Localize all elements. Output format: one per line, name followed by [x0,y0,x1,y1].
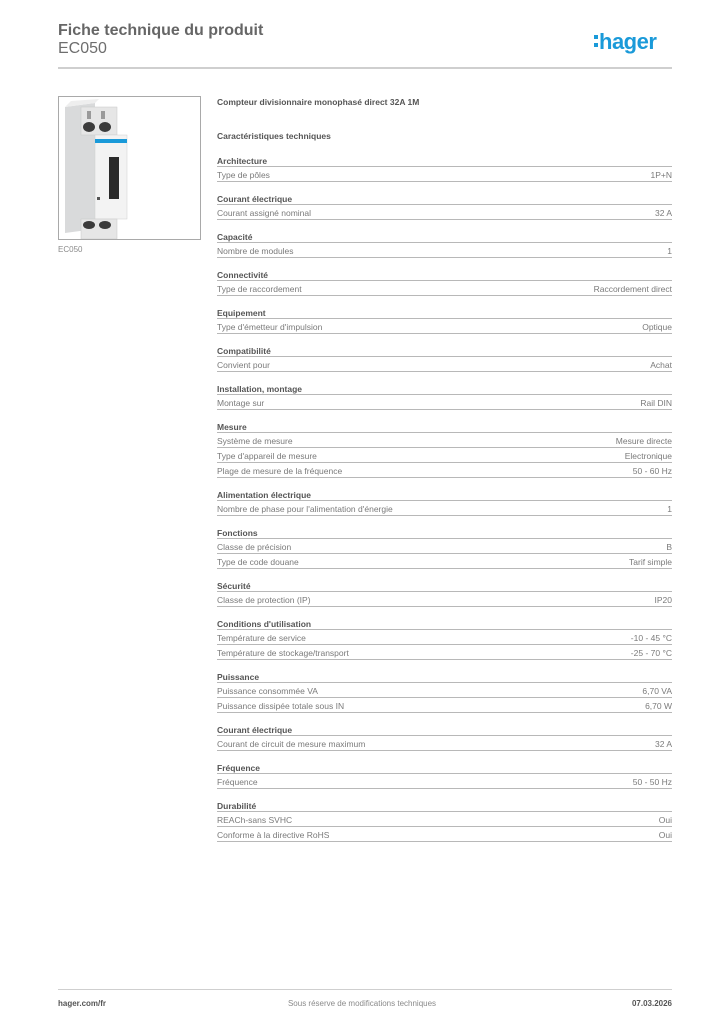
spec-label: Puissance dissipée totale sous IN [217,701,345,711]
logo-text: hager [599,29,657,54]
spec-group [217,724,672,751]
group-title: Courant électrique [217,724,672,736]
group-title: Equipement [217,307,672,319]
spec-row [217,645,672,660]
spec-group [217,231,672,258]
spec-group [217,580,672,607]
group-title: Puissance [217,671,672,683]
spec-label: Plage de mesure de la fréquence [217,466,343,476]
spec-value: Achat [650,360,672,370]
group-title: Fonctions [217,527,672,539]
spec-label: REACh-sans SVHC [217,815,293,825]
spec-group [217,269,672,296]
spec-value: 32 A [654,208,672,218]
document-title: Fiche technique du produit [58,22,264,39]
spec-value: -25 - 70 °C [630,648,672,658]
group-title: Courant électrique [217,193,672,205]
footer-website[interactable]: hager.com/fr [58,999,107,1008]
spec-group [217,155,672,182]
spec-value: 50 - 50 Hz [632,777,672,787]
footer-disclaimer: Sous réserve de modifications techniques [287,999,437,1008]
din-rail-meter-icon [59,97,201,240]
spec-label: Classe de protection (IP) [217,595,311,605]
spec-groups [217,155,672,842]
spec-row [217,167,672,182]
spec-label: Classe de précision [217,542,292,552]
spec-row [217,774,672,789]
spec-label: Type de raccordement [217,284,302,294]
spec-value: Optique [642,322,672,332]
spec-row [217,395,672,410]
product-code: EC050 [58,40,107,57]
spec-value: Oui [658,830,672,840]
group-title: Connectivité [217,269,672,281]
spec-label: Nombre de phase pour l'alimentation d'énergie [217,504,393,514]
spec-label: Convient pour [217,360,270,370]
spec-value: 1 [667,246,672,256]
spec-group [217,345,672,372]
spec-group [217,671,672,713]
hager-logo [594,30,656,54]
spec-value: Oui [658,815,672,825]
header-divider [58,67,672,69]
spec-label: Système de mesure [217,436,293,446]
product-description: Compteur divisionnaire monophasé direct 32A 1M [217,97,420,107]
spec-row [217,539,672,554]
spec-label: Température de stockage/transport [217,648,349,658]
group-title: Sécurité [217,580,672,592]
group-title: Capacité [217,231,672,243]
spec-group [217,527,672,569]
spec-label: Type de code douane [217,557,299,567]
spec-group [217,421,672,478]
spec-value: Rail DIN [640,398,672,408]
spec-value: B [666,542,672,552]
spec-row [217,812,672,827]
spec-value: 6,70 W [645,701,672,711]
spec-label: Nombre de modules [217,246,294,256]
spec-group [217,800,672,842]
spec-label: Type d'émetteur d'impulsion [217,322,323,332]
spec-row [217,357,672,372]
spec-value: 6,70 VA [642,686,672,696]
spec-group [217,489,672,516]
spec-row [217,501,672,516]
spec-row [217,592,672,607]
group-title: Compatibilité [217,345,672,357]
section-heading: Caractéristiques techniques [217,131,331,141]
spec-row [217,827,672,842]
footer-divider [58,989,672,990]
spec-label: Courant de circuit de mesure maximum [217,739,366,749]
spec-group [217,618,672,660]
spec-row [217,319,672,334]
spec-row [217,433,672,448]
spec-value: IP20 [654,595,672,605]
spec-value: 50 - 60 Hz [632,466,672,476]
spec-section [217,96,672,853]
product-image [58,96,201,240]
spec-value: Raccordement direct [593,284,672,294]
group-title: Mesure [217,421,672,433]
spec-row [217,683,672,698]
footer-date: 07.03.2026 [631,999,672,1008]
spec-label: Montage sur [217,398,265,408]
spec-row [217,736,672,751]
spec-label: Température de service [217,633,306,643]
image-caption: EC050 [58,245,83,254]
spec-group [217,193,672,220]
spec-value: 32 A [654,739,672,749]
spec-label: Courant assigné nominal [217,208,312,218]
spec-row [217,243,672,258]
spec-label: Type d'appareil de mesure [217,451,317,461]
spec-value: Tarif simple [629,557,672,567]
spec-value: -10 - 45 °C [630,633,672,643]
spec-value: Electronique [624,451,672,461]
spec-label: Puissance consommée VA [217,686,318,696]
spec-row [217,448,672,463]
spec-group [217,762,672,789]
group-title: Durabilité [217,800,672,812]
spec-label: Conforme à la directive RoHS [217,830,330,840]
spec-group [217,383,672,410]
spec-value: 1 [667,504,672,514]
group-title: Fréquence [217,762,672,774]
group-title: Installation, montage [217,383,672,395]
spec-row [217,463,672,478]
spec-row [217,698,672,713]
spec-row [217,205,672,220]
spec-group [217,307,672,334]
spec-label: Fréquence [217,777,258,787]
spec-row [217,630,672,645]
group-title: Architecture [217,155,672,167]
spec-row [217,554,672,569]
spec-value: Mesure directe [615,436,672,446]
spec-row [217,281,672,296]
group-title: Conditions d'utilisation [217,618,672,630]
spec-label: Type de pôles [217,170,270,180]
group-title: Alimentation électrique [217,489,672,501]
spec-value: 1P+N [650,170,672,180]
